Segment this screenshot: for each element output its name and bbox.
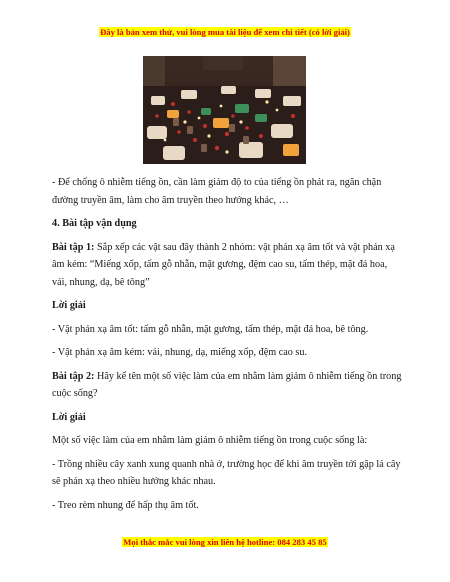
solution-1-heading: Lời giải [52, 300, 86, 311]
paragraph-noise-prevention: - Để chống ô nhiễm tiếng ồn, cần làm giảm độ to của tiếng ồn phát ra, ngăn chặn đường truyền âm, làm cho âm truyền theo hướng khác, … [52, 177, 382, 206]
solution-2-heading: Lời giải [52, 411, 86, 423]
exercise-1-label: Bài tập 1: [52, 241, 95, 253]
traffic-jam-illustration [143, 56, 306, 164]
solution-2-curtains: - Treo rèm nhung để hấp thụ âm tốt. [52, 499, 199, 511]
traffic-photo [143, 56, 306, 164]
exercise-2-label: Bài tập 2: [52, 370, 95, 382]
exercise-2-text: Hãy kể tên một số việc làm của em nhằm làm giảm ô nhiễm tiếng ồn trong cuộc sống? [52, 370, 402, 399]
hotline-banner [0, 536, 450, 548]
hotline-text: Mọi thắc mắc vui lòng xin liên hệ hotline: 084 283 45 85 [123, 537, 327, 547]
preview-notice-text: Đây là bản xem thử, vui lòng mua tài liệu để xem chi tiết (có lời giải) [100, 27, 350, 37]
section-heading: 4. Bài tập vận dụng [52, 218, 137, 229]
solution-1-poor-reflectors: - Vật phản xạ âm kém: vải, nhung, dạ, miếng xốp, đệm cao su. [52, 347, 308, 358]
exercise-1-text: Sắp xếp các vật sau đây thành 2 nhóm: vật phản xạ âm tốt và vật phản xạ âm kém: “Miếng xốp, tấm gỗ nhẵn, mặt gương, đệm cao su, tấm thép, mặt đá hoa, vải, nhung, dạ, bê tông” [52, 241, 395, 288]
preview-notice-banner [0, 26, 450, 38]
solution-2-trees: - Trồng nhiều cây xanh xung quanh nhà ở, trường học để khi âm truyền tới gặp lá cây sẽ phản xạ theo nhiều hướng khác nhau. [52, 458, 401, 487]
exercise-1 [52, 239, 402, 292]
solution-2-intro: Một số việc làm của em nhằm làm giảm ô nhiễm tiếng ồn trong cuộc sống là: [52, 435, 368, 446]
document-body [52, 174, 402, 520]
solution-1-good-reflectors: - Vật phản xạ âm tốt: tấm gỗ nhẵn, mặt gương, tấm thép, mặt đá hoa, bê tông. [52, 323, 369, 335]
exercise-2 [52, 368, 402, 403]
